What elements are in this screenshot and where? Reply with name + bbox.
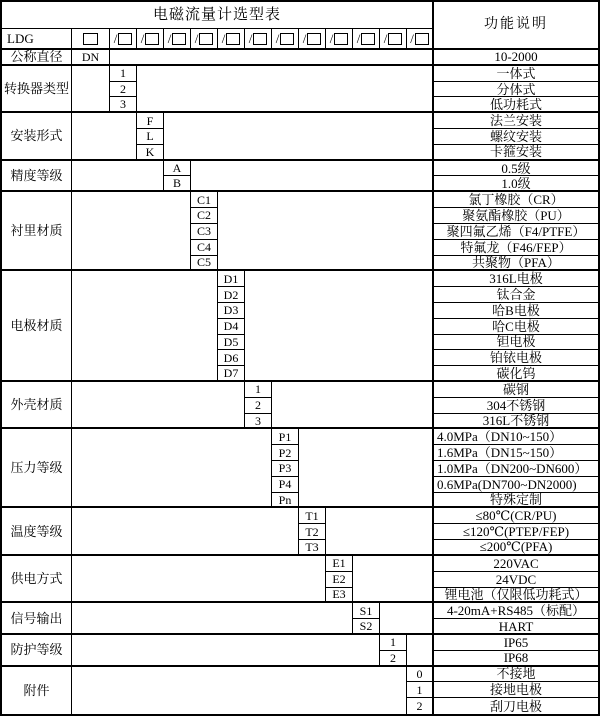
- option-code: 1: [245, 382, 272, 398]
- option-box-icon: [226, 33, 240, 45]
- option-description: 锂电池（仅限低功耗式）: [434, 588, 598, 604]
- option-description: 碳钢: [434, 382, 598, 398]
- model-slot: [299, 29, 326, 50]
- option-description: 氯丁橡胶（CR）: [434, 192, 598, 208]
- option-code: P3: [272, 461, 299, 477]
- option-box-icon: [118, 33, 132, 45]
- model-slot: [191, 29, 218, 50]
- option-description: IP68: [434, 651, 598, 667]
- category-label: 转换器类型: [2, 66, 72, 113]
- spacer-cell: [272, 382, 434, 429]
- slash-glyph: /: [167, 31, 172, 46]
- option-code: D4: [218, 319, 245, 335]
- option-description: 螺纹安装: [434, 129, 598, 145]
- option-code: L: [137, 129, 164, 145]
- model-slot: [245, 29, 272, 50]
- option-description: 哈C电极: [434, 319, 598, 335]
- option-code: C1: [191, 192, 218, 208]
- option-code: 1: [407, 682, 434, 698]
- option-code: 0: [407, 667, 434, 683]
- table-title: 电磁流量计选型表: [2, 2, 434, 29]
- option-box-icon: [145, 33, 159, 45]
- option-description: 一体式: [434, 66, 598, 82]
- category-label: 精度等级: [2, 161, 72, 193]
- option-code: A: [164, 161, 191, 177]
- option-code: D7: [218, 366, 245, 382]
- option-description: 钽电极: [434, 335, 598, 351]
- option-code: 1: [110, 66, 137, 82]
- option-code: E3: [326, 588, 353, 604]
- option-code: C2: [191, 208, 218, 224]
- option-description: HART: [434, 619, 598, 635]
- spacer-cell: [72, 113, 137, 160]
- option-description: 哈B电极: [434, 303, 598, 319]
- model-slot: [110, 29, 137, 50]
- spacer-cell: [407, 635, 434, 667]
- spacer-cell: [299, 429, 434, 508]
- option-code: D5: [218, 335, 245, 351]
- option-code: C5: [191, 256, 218, 272]
- spacer-cell: [72, 603, 353, 635]
- category-label: 温度等级: [2, 508, 72, 555]
- option-code: C4: [191, 240, 218, 256]
- slash-glyph: /: [194, 31, 199, 46]
- option-description: 钛合金: [434, 287, 598, 303]
- option-code: DN: [72, 50, 110, 66]
- option-description: 特氟龙（F46/FEP）: [434, 240, 598, 256]
- spacer-cell: [72, 429, 272, 508]
- spacer-cell: [72, 635, 380, 667]
- option-code: D2: [218, 287, 245, 303]
- option-code: T2: [299, 524, 326, 540]
- option-code: P1: [272, 429, 299, 445]
- spacer-cell: [72, 508, 299, 555]
- model-slot: [164, 29, 191, 50]
- model-slot: [218, 29, 245, 50]
- option-description: 碳化钨: [434, 366, 598, 382]
- option-description: 法兰安装: [434, 113, 598, 129]
- spacer-cell: [110, 50, 434, 66]
- model-slot: [407, 29, 434, 50]
- category-label: 附件: [2, 667, 72, 714]
- option-code: 2: [110, 82, 137, 98]
- category-label: 防护等级: [2, 635, 72, 667]
- option-code: 2: [380, 651, 407, 667]
- slash-glyph: /: [113, 31, 118, 46]
- spacer-cell: [72, 382, 245, 429]
- option-code: S2: [353, 619, 380, 635]
- option-description: 4.0MPa（DN10~150）: [434, 429, 598, 445]
- option-code: P2: [272, 445, 299, 461]
- slash-glyph: /: [356, 31, 361, 46]
- model-slot: [353, 29, 380, 50]
- spacer-cell: [245, 271, 434, 382]
- option-description: 220VAC: [434, 556, 598, 572]
- category-label: 安装形式: [2, 113, 72, 160]
- option-description: 铂铱电极: [434, 350, 598, 366]
- slash-glyph: /: [221, 31, 226, 46]
- option-box-icon: [199, 33, 213, 45]
- spacer-cell: [72, 556, 326, 603]
- option-description: ≤120℃(PTEP/FEP): [434, 524, 598, 540]
- option-box-icon: [83, 33, 98, 45]
- option-description: 刮刀电极: [489, 698, 542, 714]
- option-description: 316L电极: [434, 271, 598, 287]
- option-description: 特殊定制: [434, 493, 598, 509]
- spacer-cell: [72, 667, 407, 714]
- option-code: D3: [218, 303, 245, 319]
- option-description: 1.6MPa（DN15~150）: [434, 445, 598, 461]
- option-code: D1: [218, 271, 245, 287]
- option-box-icon: [253, 33, 267, 45]
- option-code: 1: [380, 635, 407, 651]
- option-box-icon: [388, 33, 402, 45]
- option-code: D6: [218, 350, 245, 366]
- spacer-cell: [353, 556, 434, 603]
- slash-glyph: /: [383, 31, 388, 46]
- option-code: E1: [326, 556, 353, 572]
- option-description: 10-2000: [434, 50, 598, 66]
- option-description: 不接地: [434, 667, 598, 683]
- spacer-cell: [72, 271, 218, 382]
- option-description: 0.6MPa(DN700~DN2000): [434, 477, 598, 493]
- option-code: B: [164, 176, 191, 192]
- spacer-cell: [72, 66, 110, 113]
- option-description: IP65: [434, 635, 598, 651]
- option-code: 2: [407, 698, 434, 714]
- option-description: 聚氨酯橡胶（PU）: [434, 208, 598, 224]
- spacer-cell: [326, 508, 434, 555]
- option-box-icon: [334, 33, 348, 45]
- option-code: 3: [245, 414, 272, 430]
- option-code: Pn: [272, 493, 299, 509]
- option-box-icon: [361, 33, 375, 45]
- category-label: 信号输出: [2, 603, 72, 635]
- option-code: F: [137, 113, 164, 129]
- spacer-cell: [72, 192, 191, 271]
- option-code: E2: [326, 572, 353, 588]
- spacer-cell: [218, 192, 434, 271]
- option-description: 1.0级: [434, 176, 598, 192]
- spacer-cell: [137, 66, 434, 113]
- spacer-cell: [164, 113, 434, 160]
- model-slot: [326, 29, 353, 50]
- model-slot: [137, 29, 164, 50]
- option-code: T1: [299, 508, 326, 524]
- category-label: 外壳材质: [2, 382, 72, 429]
- option-code: K: [137, 145, 164, 161]
- category-label: 供电方式: [2, 556, 72, 603]
- option-code: S1: [353, 603, 380, 619]
- model-slot: [272, 29, 299, 50]
- option-box-icon: [415, 33, 429, 45]
- category-label: 衬里材质: [2, 192, 72, 271]
- option-box-icon: [172, 33, 186, 45]
- slash-glyph: /: [302, 31, 307, 46]
- option-description: 低功耗式: [434, 97, 598, 113]
- option-description: 0.5级: [434, 161, 598, 177]
- slash-glyph: /: [248, 31, 253, 46]
- option-box-icon: [307, 33, 321, 45]
- spacer-cell: [191, 161, 434, 193]
- category-label: 公称直径: [2, 50, 72, 66]
- spacer-cell: [380, 603, 434, 635]
- slash-glyph: /: [329, 31, 334, 46]
- slash-glyph: /: [275, 31, 280, 46]
- option-code: 3: [110, 97, 137, 113]
- option-description: 1.0MPa（DN200~DN600）: [434, 461, 598, 477]
- function-column-header: 功能说明: [434, 2, 598, 50]
- option-description: 共聚物（PFA）: [434, 256, 598, 272]
- option-description: ≤200℃(PFA): [434, 540, 598, 556]
- option-code: T3: [299, 540, 326, 556]
- option-description: 304不锈钢: [434, 398, 598, 414]
- option-description: 4-20mA+RS485（标配）: [434, 603, 598, 619]
- category-label: 压力等级: [2, 429, 72, 508]
- option-description: 316L不锈钢: [434, 414, 598, 430]
- slash-glyph: /: [410, 31, 414, 46]
- model-prefix: LDG: [2, 29, 72, 50]
- category-label: 电极材质: [2, 271, 72, 382]
- option-code: 2: [245, 398, 272, 414]
- option-description: 聚四氟乙烯（F4/PTFE）: [434, 224, 598, 240]
- model-slot: [380, 29, 407, 50]
- option-description: 24VDC: [434, 572, 598, 588]
- option-code: P4: [272, 477, 299, 493]
- spacer-cell: [72, 161, 164, 193]
- model-first-slot: [72, 29, 110, 50]
- option-description: ≤80℃(CR/PU): [434, 508, 598, 524]
- slash-glyph: /: [140, 31, 145, 46]
- option-description: 卡箍安装: [434, 145, 598, 161]
- option-description: 接地电极: [434, 682, 598, 698]
- option-description: 分体式: [434, 82, 598, 98]
- option-box-icon: [280, 33, 294, 45]
- option-code: C3: [191, 224, 218, 240]
